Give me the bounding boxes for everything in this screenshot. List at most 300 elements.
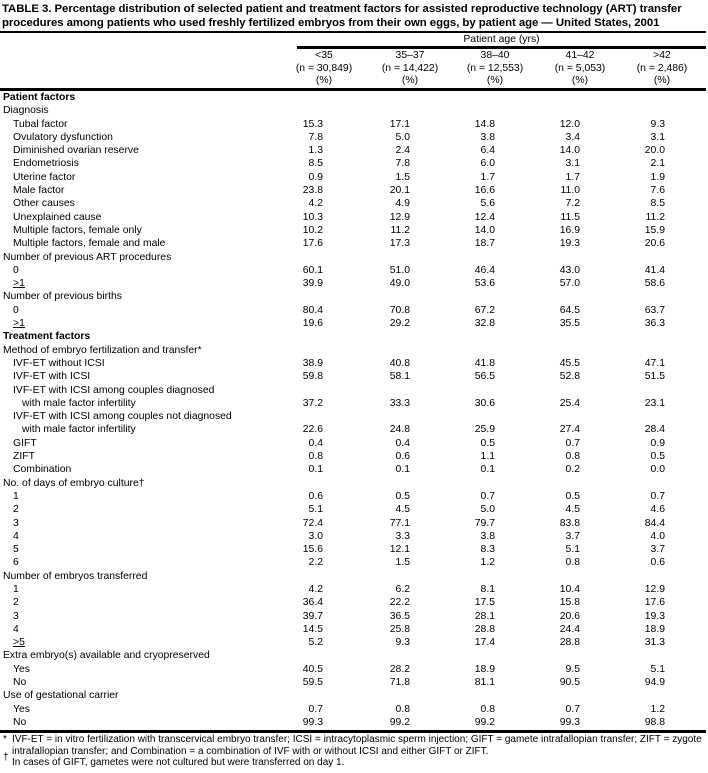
- row-label-text: Tubal factor: [13, 118, 68, 130]
- cell-value: 51.0: [389, 264, 410, 276]
- cell-value: 0.8: [565, 557, 580, 569]
- cell-value: 7.8: [308, 131, 323, 143]
- row-label-text: 0: [13, 264, 19, 276]
- table-row: [0, 543, 708, 556]
- row-label-line2: with male factor infertility: [22, 424, 136, 436]
- column-n: (n = 14,422): [381, 62, 439, 74]
- cell-value: 32.8: [474, 318, 495, 330]
- cell-value: 16.9: [559, 224, 580, 236]
- cell-value: 7.2: [565, 198, 580, 210]
- cell-value: 18.9: [644, 623, 665, 635]
- row-label: [13, 357, 105, 370]
- row-label: [13, 118, 67, 131]
- bottom-rule: [0, 730, 706, 733]
- footnote-mark: †: [3, 752, 9, 763]
- column-header-gt42: [620, 50, 704, 88]
- column-age: 38–40: [480, 50, 510, 61]
- cell-value: 19.3: [559, 238, 580, 250]
- cell-value: 0.1: [395, 464, 410, 476]
- cell-value: 11.0: [560, 185, 580, 197]
- cell-value: 46.4: [474, 264, 495, 276]
- table-row: [0, 197, 708, 210]
- cell-value: 0.9: [650, 437, 665, 449]
- cell-value: 98.8: [644, 716, 665, 728]
- cell-value: 12.1: [389, 544, 410, 556]
- cell-value: 39.9: [302, 278, 323, 290]
- cell-value: 58.6: [644, 278, 665, 290]
- cell-value: 99.2: [389, 716, 410, 728]
- cell-value: 3.1: [650, 131, 665, 143]
- cell-value: 28.8: [559, 637, 580, 649]
- table-title: TABLE 3. Percentage distribution of selected patient and treatment factors for assisted reproductive technology (ART) transfer procedures among patients who used freshly fertilized embryos from their own eggs, by patient age — United States, 2001: [2, 3, 682, 29]
- row-label-text: 4: [13, 623, 19, 635]
- cell-value: 8.5: [308, 158, 323, 170]
- column-n: (n = 5,053): [554, 62, 606, 74]
- group-header-row: [0, 649, 708, 662]
- table-row: [0, 277, 708, 290]
- cell-value: 1.5: [395, 557, 410, 569]
- span-header-rule: [297, 46, 706, 49]
- cell-value: 84.4: [644, 517, 665, 529]
- cell-value: 36.4: [302, 597, 323, 609]
- cell-value: 25.9: [474, 424, 495, 436]
- cell-value: 10.3: [302, 211, 323, 223]
- table-row: [0, 184, 708, 197]
- cell-value: 18.9: [474, 663, 495, 675]
- row-label-text: No: [13, 716, 27, 728]
- row-label-text: Number of previous ART procedures: [3, 251, 172, 263]
- cell-value: 31.3: [644, 637, 665, 649]
- cell-value: 51.5: [644, 371, 665, 383]
- row-label-text: IVF-ET without ICSI: [13, 357, 105, 369]
- row-label: [3, 104, 49, 117]
- table-row: [0, 636, 708, 649]
- cell-value: 99.2: [474, 716, 495, 728]
- cell-value: 27.4: [559, 424, 580, 436]
- table-row: [0, 556, 708, 569]
- row-label-text: Male factor: [13, 185, 65, 197]
- row-label-text: No: [13, 677, 27, 689]
- table-row: [0, 716, 708, 729]
- row-label-text: Diagnosis: [3, 105, 49, 117]
- cell-value: 5.1: [650, 663, 665, 675]
- cell-value: 4.5: [565, 504, 580, 516]
- cell-value: 28.4: [644, 424, 665, 436]
- group-header-row: [0, 477, 708, 490]
- cell-value: 14.8: [474, 118, 495, 130]
- cell-value: 49.0: [389, 278, 410, 290]
- row-label-text: Endometriosis: [13, 158, 79, 170]
- column-n: (n = 30,849): [295, 62, 353, 74]
- column-header-41-42: [538, 50, 622, 88]
- table-row: [0, 530, 708, 543]
- cell-value: 5.1: [565, 544, 580, 556]
- cell-value: 2.1: [650, 158, 665, 170]
- row-label: [13, 211, 101, 224]
- row-label-text: Yes: [13, 663, 30, 675]
- cell-value: 28.1: [474, 610, 495, 622]
- cell-value: 0.6: [308, 490, 323, 502]
- column-unit: (%): [315, 75, 333, 86]
- row-label: [13, 370, 90, 383]
- row-label-text: 2: [13, 504, 19, 516]
- cell-value: 11.2: [645, 211, 665, 223]
- row-label: [13, 277, 25, 290]
- row-label-text: Multiple factors, female only: [13, 224, 142, 236]
- cell-value: 40.8: [389, 357, 410, 369]
- section-header-row: [0, 91, 708, 104]
- cell-value: 77.1: [389, 517, 410, 529]
- table-row: [0, 610, 708, 623]
- cell-value: 5.0: [480, 504, 495, 516]
- table-row: [0, 623, 708, 636]
- row-label-text: 4: [13, 530, 19, 542]
- row-label: [13, 410, 232, 437]
- cell-value: 0.5: [480, 437, 495, 449]
- cell-value: 36.5: [389, 610, 410, 622]
- cell-value: 25.4: [559, 397, 580, 409]
- row-label: [13, 237, 165, 250]
- cell-value: 28.8: [474, 623, 495, 635]
- cell-value: 12.0: [559, 118, 580, 130]
- row-label: [13, 197, 75, 210]
- row-label: [13, 463, 71, 476]
- cell-value: 3.7: [650, 544, 665, 556]
- row-label-text: Yes: [13, 703, 30, 715]
- column-unit: (%): [401, 75, 419, 86]
- row-label-text: 3: [13, 610, 19, 622]
- row-label-line1: IVF-ET with ICSI among couples diagnosed: [13, 384, 215, 396]
- cell-value: 60.1: [302, 264, 323, 276]
- cell-value: 0.0: [650, 464, 665, 476]
- cell-value: 3.8: [480, 131, 495, 143]
- table-row: [0, 450, 708, 463]
- row-label: [3, 477, 145, 490]
- cell-value: 99.3: [559, 716, 580, 728]
- row-label-text: 1: [13, 490, 19, 502]
- row-label: [13, 490, 19, 503]
- cell-value: 1.1: [480, 451, 495, 463]
- cell-value: 0.1: [308, 464, 323, 476]
- cell-value: 20.0: [644, 145, 665, 157]
- row-label: [13, 304, 19, 317]
- row-label: [3, 689, 119, 702]
- cell-value: 43.0: [559, 264, 580, 276]
- table-row: [0, 237, 708, 250]
- cell-value: 1.7: [480, 171, 495, 183]
- cell-value: 0.4: [395, 437, 410, 449]
- cell-value: 11.5: [560, 211, 580, 223]
- cell-value: 0.8: [395, 703, 410, 715]
- cell-value: 3.7: [565, 530, 580, 542]
- cell-value: 94.9: [644, 677, 665, 689]
- greater-equal-label: >1: [13, 278, 25, 290]
- row-label: [13, 556, 19, 569]
- table-row: [0, 703, 708, 716]
- cell-value: 5.6: [480, 198, 495, 210]
- cell-value: 28.2: [389, 663, 410, 675]
- cell-value: 6.2: [395, 583, 410, 595]
- cell-value: 7.8: [395, 158, 410, 170]
- greater-equal-label: >1: [13, 318, 25, 330]
- cell-value: 63.7: [644, 304, 665, 316]
- cell-value: 20.6: [644, 238, 665, 250]
- cell-value: 4.6: [650, 504, 665, 516]
- footnotes: [3, 734, 707, 769]
- row-label: [13, 131, 113, 144]
- cell-value: 57.0: [559, 278, 580, 290]
- cell-value: 7.6: [650, 185, 665, 197]
- row-label-text: Unexplained cause: [13, 211, 102, 223]
- cell-value: 18.7: [474, 238, 495, 250]
- cell-value: 5.1: [308, 504, 323, 516]
- row-label-text: 5: [13, 544, 19, 556]
- row-label: [13, 676, 26, 689]
- cell-value: 0.6: [395, 451, 410, 463]
- cell-value: 1.2: [650, 703, 665, 715]
- row-label-text: GIFT: [13, 437, 37, 449]
- cell-value: 20.6: [559, 610, 580, 622]
- cell-value: 2.4: [395, 145, 410, 157]
- table-row: [0, 144, 708, 157]
- cell-value: 6.4: [480, 145, 495, 157]
- row-label: [13, 184, 64, 197]
- table-row: [0, 357, 708, 370]
- row-label: [13, 623, 19, 636]
- column-age: <35: [315, 50, 333, 61]
- cell-value: 10.4: [559, 583, 580, 595]
- cell-value: 83.8: [559, 517, 580, 529]
- row-label: [3, 649, 210, 662]
- greater-equal-label: >5: [13, 637, 25, 649]
- cell-value: 17.1: [389, 118, 410, 130]
- table-row: [0, 370, 708, 383]
- row-label-text: 1: [13, 583, 19, 595]
- cell-value: 15.3: [302, 118, 323, 130]
- table-row: [0, 118, 708, 131]
- cell-value: 59.5: [302, 677, 323, 689]
- cell-value: 9.3: [650, 118, 665, 130]
- row-label: [13, 583, 19, 596]
- cell-value: 67.2: [474, 304, 495, 316]
- cell-value: 79.7: [474, 517, 495, 529]
- footnote-mark: *: [3, 734, 7, 745]
- row-label: [13, 517, 19, 530]
- row-label-text: 2: [13, 597, 19, 609]
- cell-value: 14.0: [474, 224, 495, 236]
- row-label: [13, 264, 19, 277]
- cell-value: 47.1: [644, 357, 665, 369]
- cell-value: 0.5: [565, 490, 580, 502]
- footnote-asterisk: [3, 734, 707, 757]
- group-header-row: [0, 570, 708, 583]
- cell-value: 3.8: [480, 530, 495, 542]
- cell-value: 3.0: [308, 530, 323, 542]
- cell-value: 15.6: [302, 544, 323, 556]
- cell-value: 35.5: [559, 318, 580, 330]
- cell-value: 8.3: [480, 544, 495, 556]
- cell-value: 80.4: [302, 304, 323, 316]
- table-row: [0, 211, 708, 224]
- table-row: [0, 224, 708, 237]
- cell-value: 0.5: [650, 451, 665, 463]
- cell-value: 11.2: [390, 224, 410, 236]
- cell-value: 29.2: [389, 318, 410, 330]
- footnote-text: IVF-ET = in vitro fertilization with transcervical embryo transfer; ICSI = intracytoplasmic sperm injection; GIFT = gamete intrafallopian transfer; ZIFT = zygote intrafallopian transfer; and Combination = a combination of IVF with or without ICSI and either GIFT or ZIFT.: [12, 734, 702, 757]
- column-unit: (%): [653, 75, 671, 86]
- table-row: [0, 503, 708, 516]
- cell-value: 70.8: [389, 304, 410, 316]
- row-label: [13, 663, 30, 676]
- cell-value: 37.2: [302, 397, 323, 409]
- cell-value: 3.3: [395, 530, 410, 542]
- row-label-text: Number of embryos transferred: [3, 570, 148, 582]
- cell-value: 17.3: [389, 238, 410, 250]
- row-label: [13, 144, 139, 157]
- cell-value: 25.8: [389, 623, 410, 635]
- row-label: [13, 384, 214, 411]
- cell-value: 22.6: [302, 424, 323, 436]
- cell-value: 16.6: [474, 185, 495, 197]
- cell-value: 56.5: [474, 371, 495, 383]
- column-header-lt35: [282, 50, 366, 88]
- row-label: [13, 530, 19, 543]
- table-row: [0, 304, 708, 317]
- cell-value: 0.5: [395, 490, 410, 502]
- cell-value: 2.2: [308, 557, 323, 569]
- cell-value: 72.4: [302, 517, 323, 529]
- cell-value: 9.5: [565, 663, 580, 675]
- cell-value: 0.7: [480, 490, 495, 502]
- cell-value: 1.9: [650, 171, 665, 183]
- footnote-dagger: [3, 752, 707, 769]
- column-unit: (%): [486, 75, 504, 86]
- cell-value: 23.8: [302, 185, 323, 197]
- cell-value: 5.2: [308, 637, 323, 649]
- row-label-text: Number of previous births: [3, 291, 122, 303]
- cell-value: 14.5: [302, 623, 323, 635]
- row-label-text: ZIFT: [13, 451, 35, 463]
- column-age: 41–42: [565, 50, 595, 61]
- row-label: [13, 716, 26, 729]
- column-n: (n = 2,486): [636, 62, 688, 74]
- table-row: [0, 663, 708, 676]
- cell-value: 52.8: [559, 371, 580, 383]
- cell-value: 41.8: [474, 357, 495, 369]
- cell-value: 58.1: [389, 371, 410, 383]
- table-row: [0, 410, 708, 437]
- cell-value: 3.4: [565, 131, 580, 143]
- cell-value: 0.6: [650, 557, 665, 569]
- row-label: [13, 543, 19, 556]
- row-label-text: Diminished ovarian reserve: [13, 145, 139, 157]
- row-label: [3, 290, 122, 303]
- row-label: [13, 437, 37, 450]
- cell-value: 23.1: [644, 397, 665, 409]
- table-row: [0, 384, 708, 411]
- cell-value: 4.5: [395, 504, 410, 516]
- cell-value: 1.3: [308, 145, 323, 157]
- column-age: 35–37: [395, 50, 425, 61]
- row-label: [13, 317, 25, 330]
- cell-value: 15.8: [559, 597, 580, 609]
- row-label-text: Multiple factors, female and male: [13, 238, 166, 250]
- patient-age-span-header: Patient age (yrs): [463, 34, 540, 45]
- table-row: [0, 264, 708, 277]
- cell-value: 17.6: [302, 238, 323, 250]
- row-label-text: Other causes: [13, 198, 75, 210]
- cell-value: 19.3: [644, 610, 665, 622]
- cell-value: 8.5: [650, 198, 665, 210]
- cell-value: 0.1: [480, 464, 495, 476]
- cell-value: 45.5: [559, 357, 580, 369]
- row-label: [3, 570, 147, 583]
- cell-value: 71.8: [389, 677, 410, 689]
- cell-value: 17.4: [474, 637, 495, 649]
- table-row: [0, 157, 708, 170]
- cell-value: 22.2: [389, 597, 410, 609]
- cell-value: 30.6: [474, 397, 495, 409]
- column-unit: (%): [571, 75, 589, 86]
- row-label: [13, 703, 30, 716]
- row-label: [13, 596, 19, 609]
- table-body: [0, 91, 708, 729]
- group-header-row: [0, 290, 708, 303]
- cell-value: 5.0: [395, 131, 410, 143]
- cell-value: 4.0: [650, 530, 665, 542]
- cell-value: 0.7: [565, 437, 580, 449]
- cell-value: 36.3: [644, 318, 665, 330]
- cell-value: 9.3: [395, 637, 410, 649]
- group-header-row: [0, 689, 708, 702]
- row-label: [13, 636, 25, 649]
- cell-value: 0.4: [308, 437, 323, 449]
- row-label-text: No. of days of embryo culture†: [3, 477, 145, 489]
- cell-value: 17.5: [474, 597, 495, 609]
- row-label-text: Use of gestational carrier: [3, 690, 119, 702]
- cell-value: 0.8: [480, 703, 495, 715]
- row-label-text: Method of embryo fertilization and transfer*: [3, 344, 202, 356]
- group-header-row: [0, 251, 708, 264]
- cell-value: 12.9: [389, 211, 410, 223]
- row-label: [3, 91, 75, 104]
- row-label-text: Ovulatory dysfunction: [13, 131, 113, 143]
- cell-value: 0.2: [565, 464, 580, 476]
- cell-value: 3.1: [565, 158, 580, 170]
- table-row: [0, 583, 708, 596]
- cell-value: 1.7: [565, 171, 580, 183]
- column-age: >42: [653, 50, 671, 61]
- cell-value: 0.7: [565, 703, 580, 715]
- row-label: [13, 171, 75, 184]
- cell-value: 10.2: [302, 224, 323, 236]
- cell-value: 38.9: [302, 357, 323, 369]
- cell-value: 4.2: [308, 583, 323, 595]
- column-header-38-40: [453, 50, 537, 88]
- table-row: [0, 463, 708, 476]
- cell-value: 1.5: [395, 171, 410, 183]
- row-label-line1: IVF-ET with ICSI among couples not diagnosed: [13, 411, 232, 423]
- table-row: [0, 317, 708, 330]
- cell-value: 90.5: [559, 677, 580, 689]
- row-label: [3, 251, 171, 264]
- group-header-row: [0, 344, 708, 357]
- section-header-row: [0, 330, 708, 343]
- row-label: [13, 610, 19, 623]
- table-row: [0, 171, 708, 184]
- group-header-row: [0, 104, 708, 117]
- row-label-text: Uterine factor: [13, 171, 76, 183]
